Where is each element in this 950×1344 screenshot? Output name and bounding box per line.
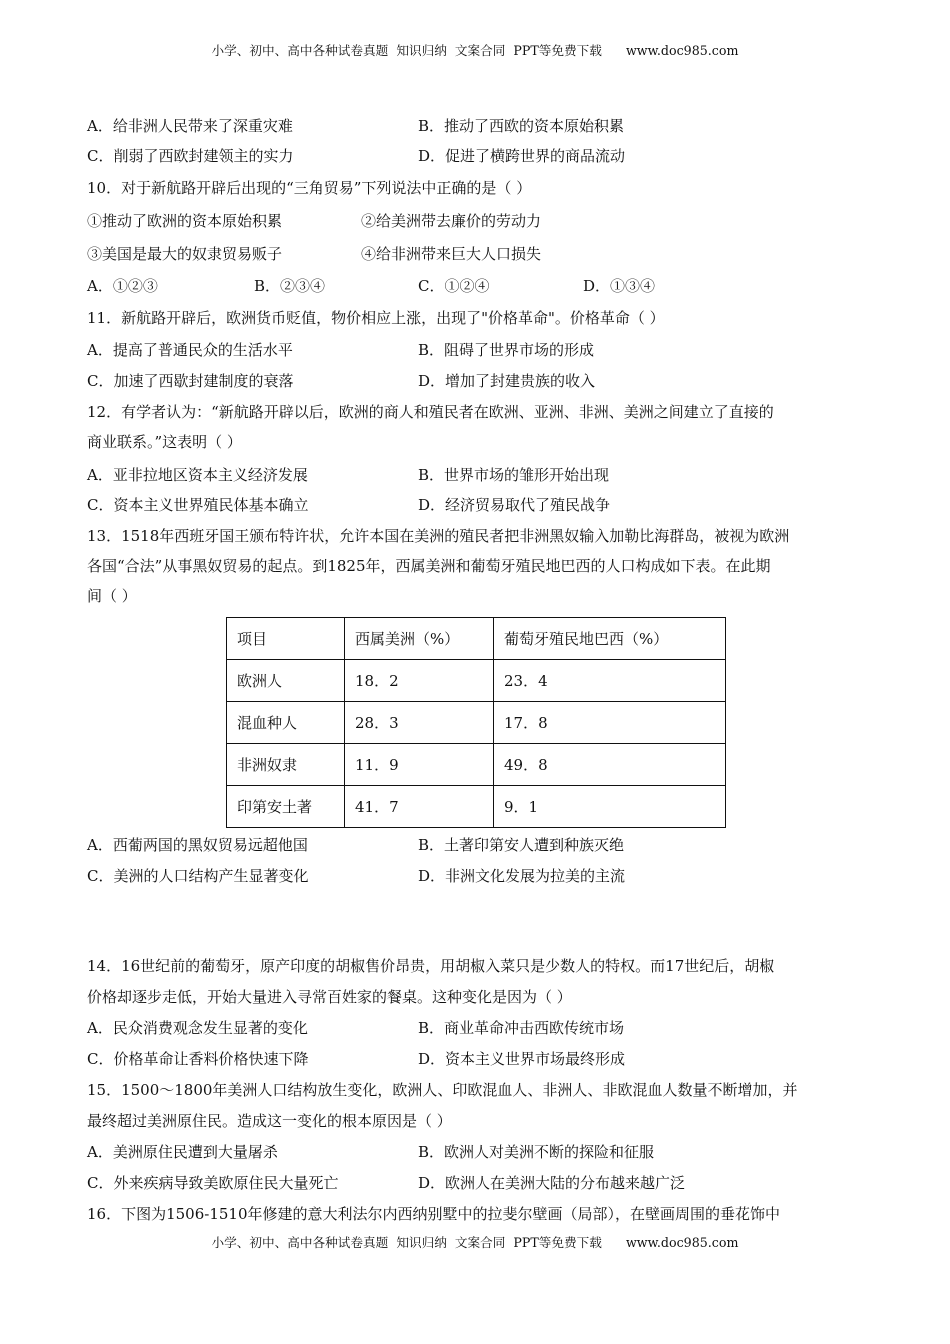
q9-option-c: C．削弱了西欧封建领主的实力 [87,147,294,165]
q14-option-c: C．价格革命让香料价格快速下降 [87,1050,309,1068]
q13-option-b: B．土著印第安人遭到种族灭绝 [418,836,625,854]
q12-option-a: A．亚非拉地区资本主义经济发展 [87,466,308,484]
q13-stem-line-3: 间（ ） [87,587,137,605]
q10-option-a: A．①②③ [87,277,158,295]
table-cell: 17．8 [494,702,726,744]
table-cell: 23．4 [494,660,726,702]
table-cell: 9．1 [494,786,726,828]
table-cell: 非洲奴隶 [227,744,345,786]
table-cell: 18．2 [345,660,494,702]
q14-option-d: D．资本主义世界市场最终形成 [418,1050,626,1068]
q14-option-a: A．民众消费观念发生显著的变化 [87,1019,308,1037]
q13-option-a: A．西葡两国的黑奴贸易远超他国 [87,836,308,854]
table-header-cell: 项目 [227,618,345,660]
q16-stem-line-1: 16．下图为1506-1510年修建的意大利法尔内西纳别墅中的拉斐尔壁画（局部），在壁画周围的垂花饰中 [87,1205,781,1223]
q10-statement-3: ③美国是最大的奴隶贸易贩子 [87,245,283,263]
table-cell: 印第安土著 [227,786,345,828]
q10-option-c: C．①②④ [418,277,490,295]
q15-option-c: C．外来疾病导致美欧原住民大量死亡 [87,1174,339,1192]
q15-stem-line-1: 15．1500～1800年美洲人口结构放生变化，欧洲人、印欧混血人、非洲人、非欧混血人数量不断增加，并 [87,1081,798,1099]
table-cell: 41．7 [345,786,494,828]
page-footer: 小学、初中、高中各种试卷真题 知识归纳 文案合同 PPT等免费下载 www.doc985.com [211,1235,739,1250]
q12-stem-line-1: 12．有学者认为：“新航路开辟以后，欧洲的商人和殖民者在欧洲、亚洲、非洲、美洲之间建立了直接的 [87,403,774,421]
q10-option-b: B．②③④ [254,277,326,295]
q15-stem-line-2: 最终超过美洲原住民。造成这一变化的根本原因是（ ） [87,1112,452,1130]
q9-option-d: D．促进了横跨世界的商品流动 [418,147,626,165]
table-header-cell: 葡萄牙殖民地巴西（%） [494,618,726,660]
q14-stem-line-1: 14．16世纪前的葡萄牙，原产印度的胡椒售价昂贵，用胡椒入菜只是少数人的特权。而17世纪后，胡椒 [87,957,775,975]
q9-option-a: A．给非洲人民带来了深重灾难 [87,117,293,135]
q10-option-d: D．①③④ [583,277,656,295]
table-row [227,786,726,828]
q13-stem-line-2: 各国“合法”从事黑奴贸易的起点。到1825年，西属美洲和葡萄牙殖民地巴西的人口构成如下表。在此期 [87,557,771,575]
q10-statement-1: ①推动了欧洲的资本原始积累 [87,212,283,230]
q11-option-d: D．增加了封建贵族的收入 [418,372,596,390]
q12-option-c: C．资本主义世界殖民体基本确立 [87,496,309,514]
q9-option-b: B．推动了西欧的资本原始积累 [418,117,625,135]
table-cell: 49．8 [494,744,726,786]
q11-stem: 11．新航路开辟后，欧洲货币贬值，物价相应上涨，出现了"价格革命"。价格革命（ ） [87,309,665,327]
q13-option-d: D．非洲文化发展为拉美的主流 [418,867,626,885]
q11-option-c: C．加速了西歇封建制度的衰落 [87,372,294,390]
q11-option-b: B．阻碍了世界市场的形成 [418,341,595,359]
q15-option-a: A．美洲原住民遭到大量屠杀 [87,1143,278,1161]
q10-statement-2: ②给美洲带去廉价的劳动力 [361,212,542,230]
table-header-row [227,618,726,660]
table-row [227,660,726,702]
table-row [227,744,726,786]
table-cell: 混血种人 [227,702,345,744]
table-cell: 28．3 [345,702,494,744]
q10-statement-4: ④给非洲带来巨大人口损失 [361,245,542,263]
q14-stem-line-2: 价格却逐步走低，开始大量进入寻常百姓家的餐桌。这种变化是因为（ ） [87,988,572,1006]
table-header-cell: 西属美洲（%） [345,618,494,660]
page-header: 小学、初中、高中各种试卷真题 知识归纳 文案合同 PPT等免费下载 www.doc985.com [211,43,739,58]
q13-stem-line-1: 13．1518年西班牙国王颁布特许状，允许本国在美洲的殖民者把非洲黑奴输入加勒比海群岛，被视为欧洲 [87,527,790,545]
table-cell: 欧洲人 [227,660,345,702]
q11-option-a: A．提高了普通民众的生活水平 [87,341,293,359]
q15-option-b: B．欧洲人对美洲不断的探险和征服 [418,1143,655,1161]
population-table [226,617,726,828]
q13-option-c: C．美洲的人口结构产生显著变化 [87,867,309,885]
table-row [227,702,726,744]
q15-option-d: D．欧洲人在美洲大陆的分布越来越广泛 [418,1174,686,1192]
q14-option-b: B．商业革命冲击西欧传统市场 [418,1019,625,1037]
q12-stem-line-2: 商业联系。”这表明（ ） [87,433,242,451]
q10-stem: 10．对于新航路开辟后出现的“三角贸易”下列说法中正确的是（ ） [87,179,532,197]
table-cell: 11．9 [345,744,494,786]
q12-option-b: B．世界市场的雏形开始出现 [418,466,610,484]
q12-option-d: D．经济贸易取代了殖民战争 [418,496,611,514]
